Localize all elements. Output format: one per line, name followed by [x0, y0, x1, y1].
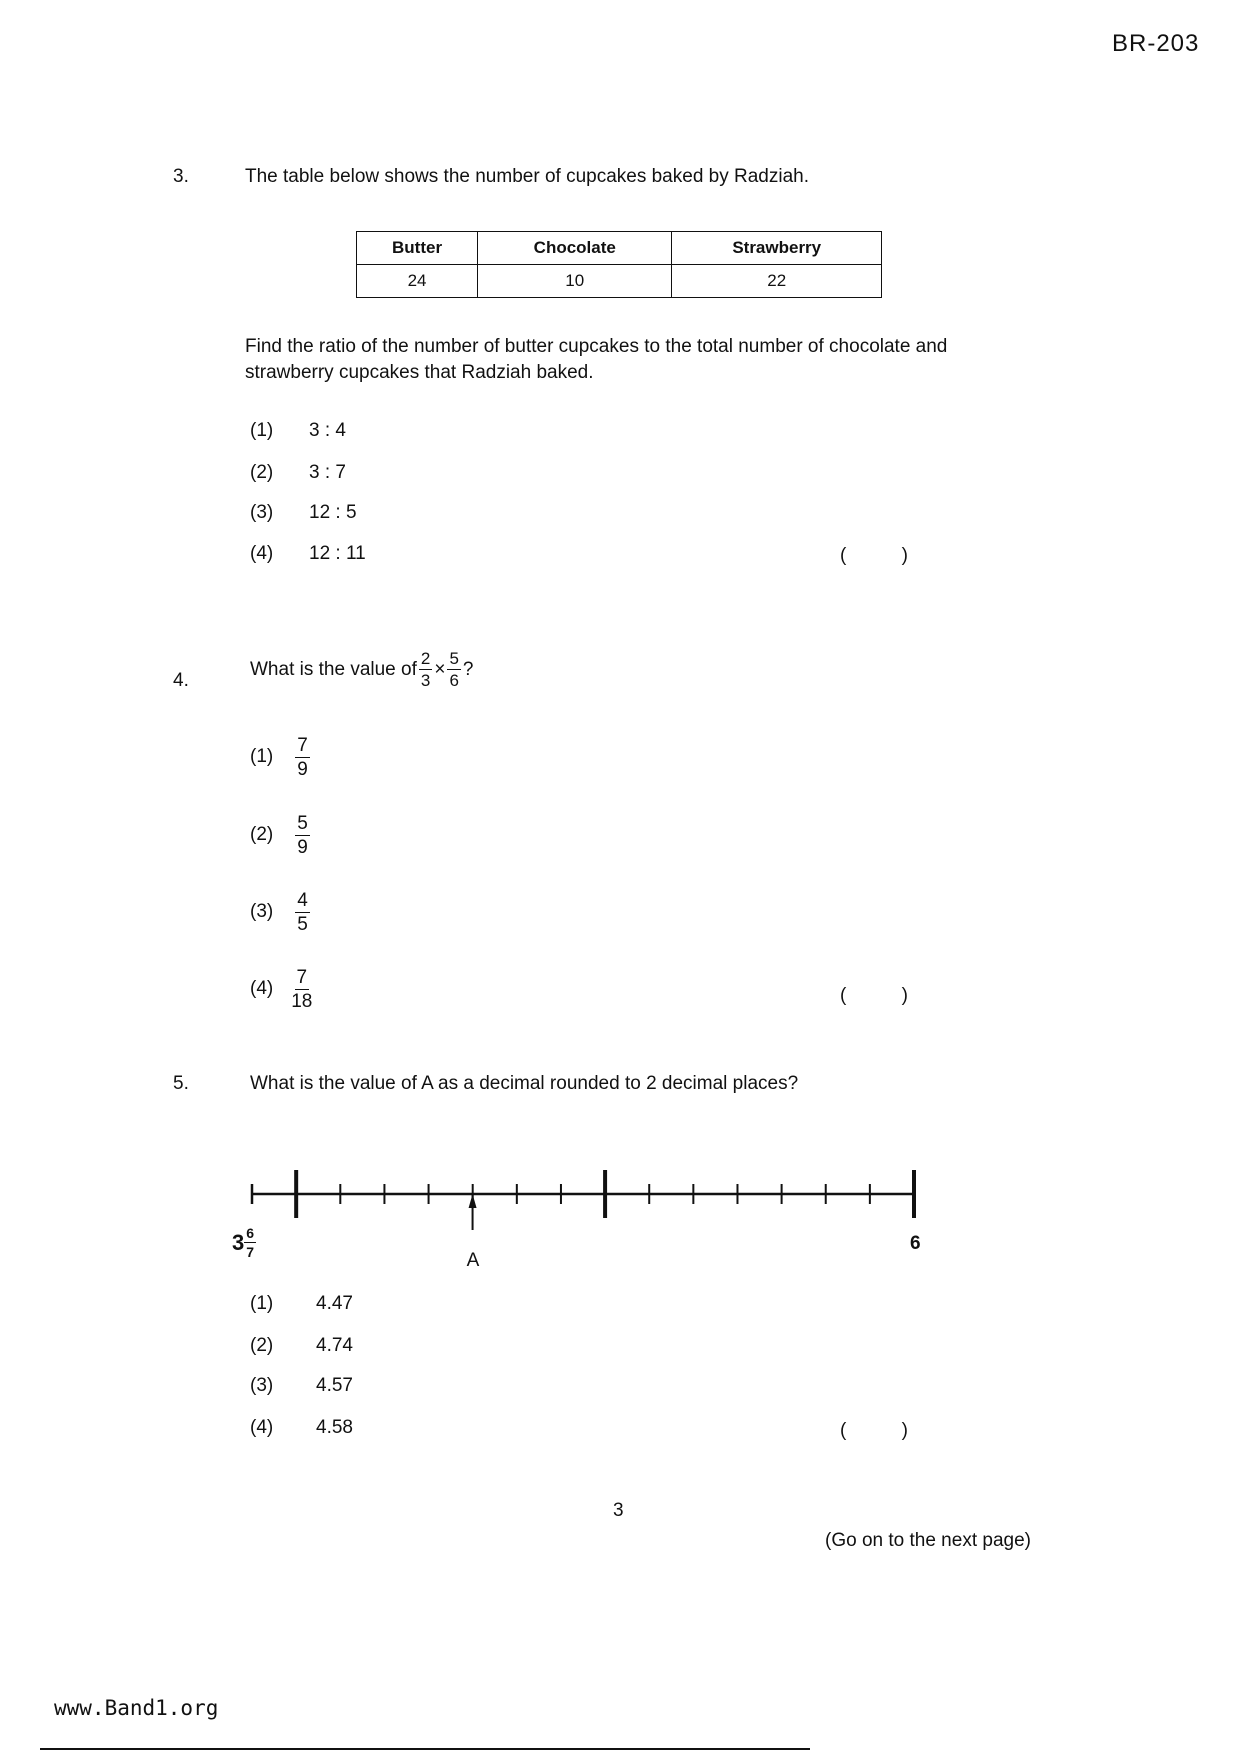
start-label — [232, 1226, 256, 1259]
start-whole: 3 — [232, 1229, 245, 1255]
q3-question-line1: Find the ratio of the number of butter cupcakes to the total number of chocolate and — [245, 336, 948, 357]
q4-prefix: What is the value of — [250, 658, 417, 680]
point-a-label: A — [466, 1250, 480, 1271]
option-value[interactable]: 4.47 — [316, 1293, 353, 1314]
option-fraction: $\frac{7}{18}$ — [291, 966, 313, 1012]
table-header: Strawberry — [672, 232, 882, 265]
option-label: (4) — [250, 543, 274, 564]
option-label: (2) — [250, 1335, 274, 1356]
q3-intro: The table below shows the number of cupcakes baked by Radziah. — [245, 166, 809, 187]
end-label: 6 — [910, 1233, 921, 1254]
q4-option-2[interactable] — [250, 806, 310, 864]
table-cell: 22 — [672, 265, 882, 298]
times-sign: × — [434, 658, 446, 680]
option-label: (2) — [250, 824, 274, 845]
table-header: Butter — [357, 232, 478, 265]
option-fraction: $\frac{7}{9}$ — [297, 734, 308, 780]
number-line — [240, 1160, 930, 1240]
option-label: (3) — [250, 1375, 274, 1396]
option-fraction: $\frac{5}{9}$ — [297, 812, 308, 858]
option-value[interactable]: 12 : 11 — [309, 543, 366, 564]
table-header: Chocolate — [478, 232, 672, 265]
fraction: $\frac{2}{3}$ — [420, 649, 431, 690]
page-number: 3 — [613, 1500, 624, 1521]
next-page-note: (Go on to the next page) — [825, 1530, 1031, 1551]
option-value[interactable]: 3 : 4 — [309, 420, 346, 441]
answer-box[interactable]: ( ) — [840, 1420, 908, 1441]
option-value[interactable]: 4.57 — [316, 1375, 353, 1396]
question-mark: ? — [462, 658, 474, 680]
option-label: (1) — [250, 746, 274, 767]
option-label: (3) — [250, 502, 274, 523]
option-value[interactable]: 12 : 5 — [309, 502, 357, 523]
option-label: (2) — [250, 462, 274, 483]
option-value[interactable]: 4.74 — [316, 1335, 353, 1356]
q4-option-1[interactable] — [250, 728, 310, 786]
q4-question — [250, 650, 474, 689]
option-fraction: $\frac{4}{5}$ — [297, 889, 308, 935]
q3-question-line2: strawberry cupcakes that Radziah baked. — [245, 362, 594, 383]
fraction: $\frac{5}{6}$ — [449, 649, 459, 690]
option-label: (4) — [250, 978, 274, 999]
table-cell: 24 — [357, 265, 478, 298]
answer-box[interactable]: ( ) — [840, 985, 908, 1006]
table-cell: 10 — [478, 265, 672, 298]
q4-option-4[interactable] — [250, 960, 312, 1018]
paper-code: BR-203 — [1112, 30, 1200, 57]
answer-box[interactable]: ( ) — [840, 545, 908, 566]
q5-number: 5. — [173, 1073, 189, 1094]
option-label: (1) — [250, 1293, 274, 1314]
q4-number: 4. — [173, 670, 189, 691]
q3-number: 3. — [173, 166, 189, 187]
start-fraction: $\frac{6}{7}$ — [246, 1225, 255, 1260]
q5-question: What is the value of A as a decimal rounded to 2 decimal places? — [250, 1073, 799, 1094]
option-label: (3) — [250, 901, 274, 922]
option-value[interactable]: 3 : 7 — [309, 462, 346, 483]
arrow-head-icon — [469, 1194, 477, 1208]
cupcake-table — [356, 231, 882, 298]
option-label: (4) — [250, 1417, 274, 1438]
option-label: (1) — [250, 420, 274, 441]
bottom-rule — [40, 1748, 810, 1750]
option-value[interactable]: 4.58 — [316, 1417, 353, 1438]
website-url: www.Band1.org — [54, 1696, 219, 1720]
q4-option-3[interactable] — [250, 883, 310, 941]
